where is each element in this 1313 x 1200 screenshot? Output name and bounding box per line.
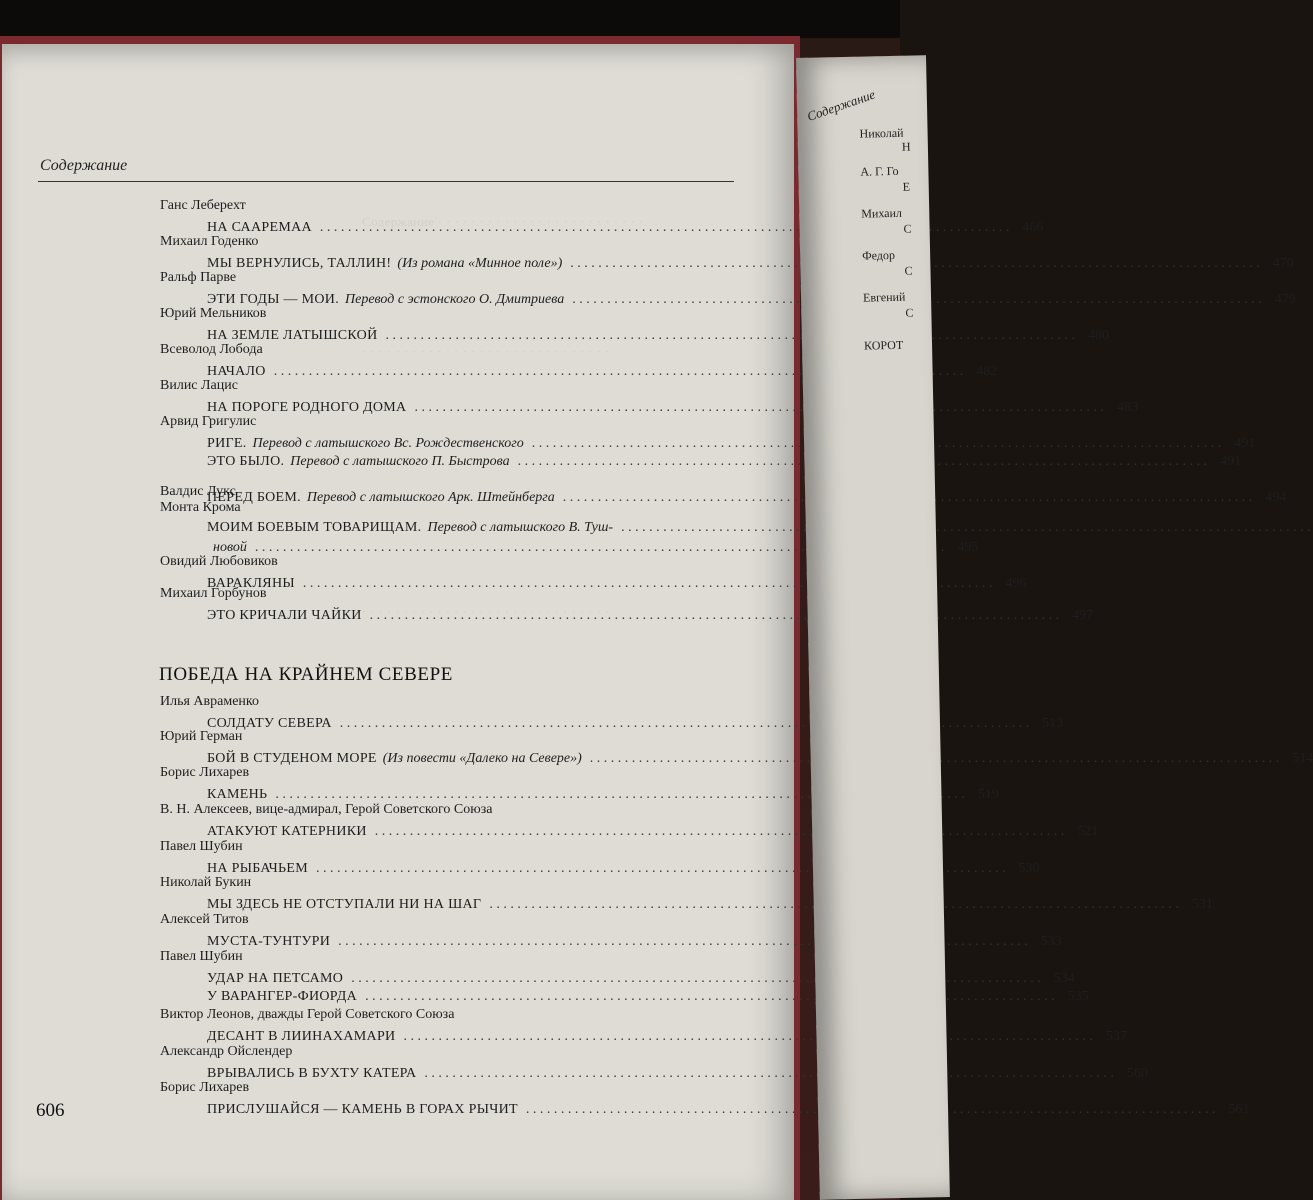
entry-note: Перевод с эстонского О. Дмитриева [345, 292, 565, 307]
entry-page-number: 494 [1265, 490, 1287, 505]
entry-page-number: 466 [1022, 220, 1044, 235]
toc-entry [207, 520, 733, 536]
author-name: Валдис Лукс [160, 484, 236, 499]
toc-entry [207, 490, 1287, 506]
entry-title: АТАКУЮТ КАТЕРНИКИ [207, 824, 367, 839]
leader-dots [403, 1029, 1093, 1045]
entry-page-number: 482 [976, 364, 998, 379]
entry-page-number: 495 [957, 540, 979, 555]
entry-page-number: 483 [1116, 400, 1138, 415]
entry-title: ЭТИ ГОДЫ — МОИ. [207, 292, 339, 307]
toc-entry [207, 1029, 1127, 1045]
entry-page-number: 530 [1018, 861, 1040, 876]
author-name: Монта Крома [160, 500, 241, 515]
entry-page-number: 496 [1005, 576, 1027, 591]
entry-page-number: 480 [1088, 328, 1109, 343]
toc-entry [207, 256, 1294, 272]
toc-entry [207, 934, 1062, 950]
toc-entry [207, 1102, 1250, 1118]
entry-note: (Из повести «Далеко на Севере») [382, 751, 582, 766]
entry-title: ЭТО КРИЧАЛИ ЧАЙКИ [207, 608, 362, 623]
toc-entry [207, 608, 1094, 624]
toc-entry [207, 971, 1075, 987]
toc-entry [207, 1066, 1148, 1082]
show-through-text: · · · · · · · · · · · · · · · · · · · · · · · · · · · · · · [362, 604, 610, 619]
entry-title: БОЙ В СТУДЕНОМ МОРЕ [207, 751, 377, 766]
author-name: Юрий Мельников [160, 306, 267, 321]
entry-title: РИГЕ. [207, 436, 247, 451]
author-name: Всеволод Лобода [160, 342, 263, 357]
entry-title: НА СААРЕМАА [207, 220, 312, 235]
entry-title: У ВАРАНГЕР-ФИОРДА [207, 989, 358, 1004]
entry-page-number: 479 [1274, 292, 1296, 307]
author-name: Михаил Горбунов [160, 586, 267, 601]
toc-entry [207, 989, 1089, 1005]
leader-dots [621, 520, 1311, 536]
leader-dots [424, 1066, 1114, 1082]
toc-entry [207, 576, 1027, 592]
leader-dots [375, 824, 1065, 840]
entry-note: Перевод с латышского Вс. Рождественского [252, 436, 524, 451]
entry-title: МЫ ЗДЕСЬ НЕ ОТСТУПАЛИ НИ НА ШАГ [207, 897, 482, 912]
entry-title: НА ЗЕМЛЕ ЛАТЫШСКОЙ [207, 328, 378, 343]
entry-note: Перевод с латышского Арк. Штейнберга [306, 490, 555, 505]
right-page-fragment: Николай [859, 125, 904, 141]
right-page-fragment: Е [902, 179, 911, 194]
entry-title: МЫ ВЕРНУЛИСЬ, ТАЛЛИН! [207, 256, 392, 271]
right-page-fragment: Михаил [861, 205, 903, 221]
entry-title: КАМЕНЬ [207, 787, 268, 802]
entry-title: ДЕСАНТ В ЛИИНАХАМАРИ [207, 1029, 396, 1044]
toc-entry [207, 824, 1099, 840]
entry-page-number: 514 [1292, 751, 1313, 766]
right-page [796, 55, 950, 1199]
author-name: Борис Лихарев [160, 765, 250, 780]
leader-dots [370, 608, 1060, 624]
author-name: Михаил Годенко [160, 234, 259, 249]
author-name: Павел Шубин [160, 839, 243, 854]
entry-page-number: 513 [1042, 716, 1064, 731]
entry-title: МОИМ БОЕВЫМ ТОВАРИЩАМ. [207, 520, 422, 535]
right-page-fragment: Н [901, 139, 911, 154]
entry-page-number: 491 [1234, 436, 1256, 451]
entry-title: НА ПОРОГЕ РОДНОГО ДОМА [207, 400, 407, 415]
right-page-fragment: С [904, 263, 913, 278]
entry-title: ПРИСЛУШАЙСЯ — КАМЕНЬ В ГОРАХ РЫЧИТ [207, 1102, 518, 1117]
entry-page-number: 561 [1228, 1102, 1250, 1117]
toc-entry [207, 436, 1256, 452]
entry-title: УДАР НА ПЕТСАМО [207, 971, 344, 986]
right-running-head: Содержание [805, 86, 877, 124]
running-head: Содержание [40, 157, 128, 174]
entry-title: НА РЫБАЧЬЕМ [207, 861, 308, 876]
author-name: Алексей Титов [160, 912, 249, 927]
toc-entry [207, 454, 1242, 470]
entry-page-number: 533 [1040, 934, 1062, 949]
author-name: Илья Авраменко [160, 694, 260, 709]
entry-title: ВАРАКЛЯНЫ [207, 576, 295, 591]
author-name: Павел Шубин [160, 949, 243, 964]
author-name: Арвид Григулис [160, 414, 257, 429]
author-name: Николай Букин [160, 875, 252, 890]
right-page-fragment: А. Г. Го [860, 163, 899, 179]
entry-page-number: 497 [1072, 608, 1094, 623]
entry-note: Перевод с латышского П. Быстрова [290, 454, 510, 469]
toc-entry [207, 751, 1313, 767]
entry-note: (Из романа «Минное поле») [397, 256, 563, 271]
entry-title: НАЧАЛО [207, 364, 266, 379]
author-name: Юрий Герман [160, 729, 243, 744]
entry-page-number: 521 [1077, 824, 1099, 839]
leader-dots [414, 400, 1104, 416]
author-name: Овидий Любовиков [160, 554, 278, 569]
right-page-fragment: КОРОТ [863, 337, 904, 353]
entry-page-number: 470 [1272, 256, 1294, 271]
leader-dots [386, 328, 1076, 344]
toc-entry [207, 400, 1138, 416]
entry-page-number: 535 [1067, 989, 1089, 1004]
right-page-fragment: Евгений [862, 289, 906, 305]
entry-title: ВРЫВАЛИСЬ В БУХТУ КАТЕРА [207, 1066, 417, 1081]
right-page-fragment: Федор [862, 247, 896, 263]
author-name: Вилис Лацис [160, 378, 238, 393]
entry-title: МУСТА-ТУНТУРИ [207, 934, 331, 949]
entry-page-number: 519 [977, 787, 999, 802]
entry-title: ЭТО БЫЛО. [207, 454, 285, 469]
entry-note: Перевод с латышского В. Туш- [427, 520, 614, 535]
section-title: ПОБЕДА НА КРАЙНЕМ СЕВЕРЕ [159, 664, 453, 685]
toc-entry-continuation [207, 540, 979, 556]
author-name: В. Н. Алексеев, вице-адмирал, Герой Советского Союза [160, 802, 493, 817]
entry-page-number: 534 [1053, 971, 1075, 986]
author-name: Ральф Парве [160, 270, 237, 285]
toc-entry [207, 364, 998, 380]
entry-page-number: 537 [1105, 1029, 1127, 1044]
toc-entry [207, 716, 1064, 732]
leader-dots [365, 989, 1055, 1005]
right-page-fragment: С [903, 221, 912, 236]
show-through-text: Содержание · · · · · · · · · · · · · · · · · · · · · · · · · [362, 214, 644, 229]
toc-entry [207, 787, 999, 803]
author-name: Борис Лихарев [160, 1080, 250, 1095]
author-name: Виктор Леонов, дважды Герой Советского Союза [160, 1007, 455, 1022]
author-name: Александр Ойслендер [160, 1044, 293, 1059]
author-name: Ганс Леберехт [160, 198, 246, 213]
right-page-fragment: С [905, 305, 914, 320]
entry-page-number: 491 [1220, 454, 1242, 469]
show-through-text: · · · · · · · · · · · · · · · · · · · · · · · · · · · · · · [362, 344, 610, 359]
entry-title: СОЛДАТУ СЕВЕРА [207, 716, 332, 731]
entry-page-number: 560 [1126, 1066, 1148, 1081]
toc-entry [207, 328, 1109, 344]
entry-page-number: 531 [1191, 897, 1213, 912]
toc-entry [207, 897, 1213, 913]
toc-entry [207, 861, 1040, 877]
entry-note-continuation: новой [213, 540, 247, 555]
page-number: 606 [36, 1100, 65, 1121]
entry-title: ПЕРЕД БОЕМ. [207, 490, 301, 505]
toc-entry [207, 220, 1044, 236]
